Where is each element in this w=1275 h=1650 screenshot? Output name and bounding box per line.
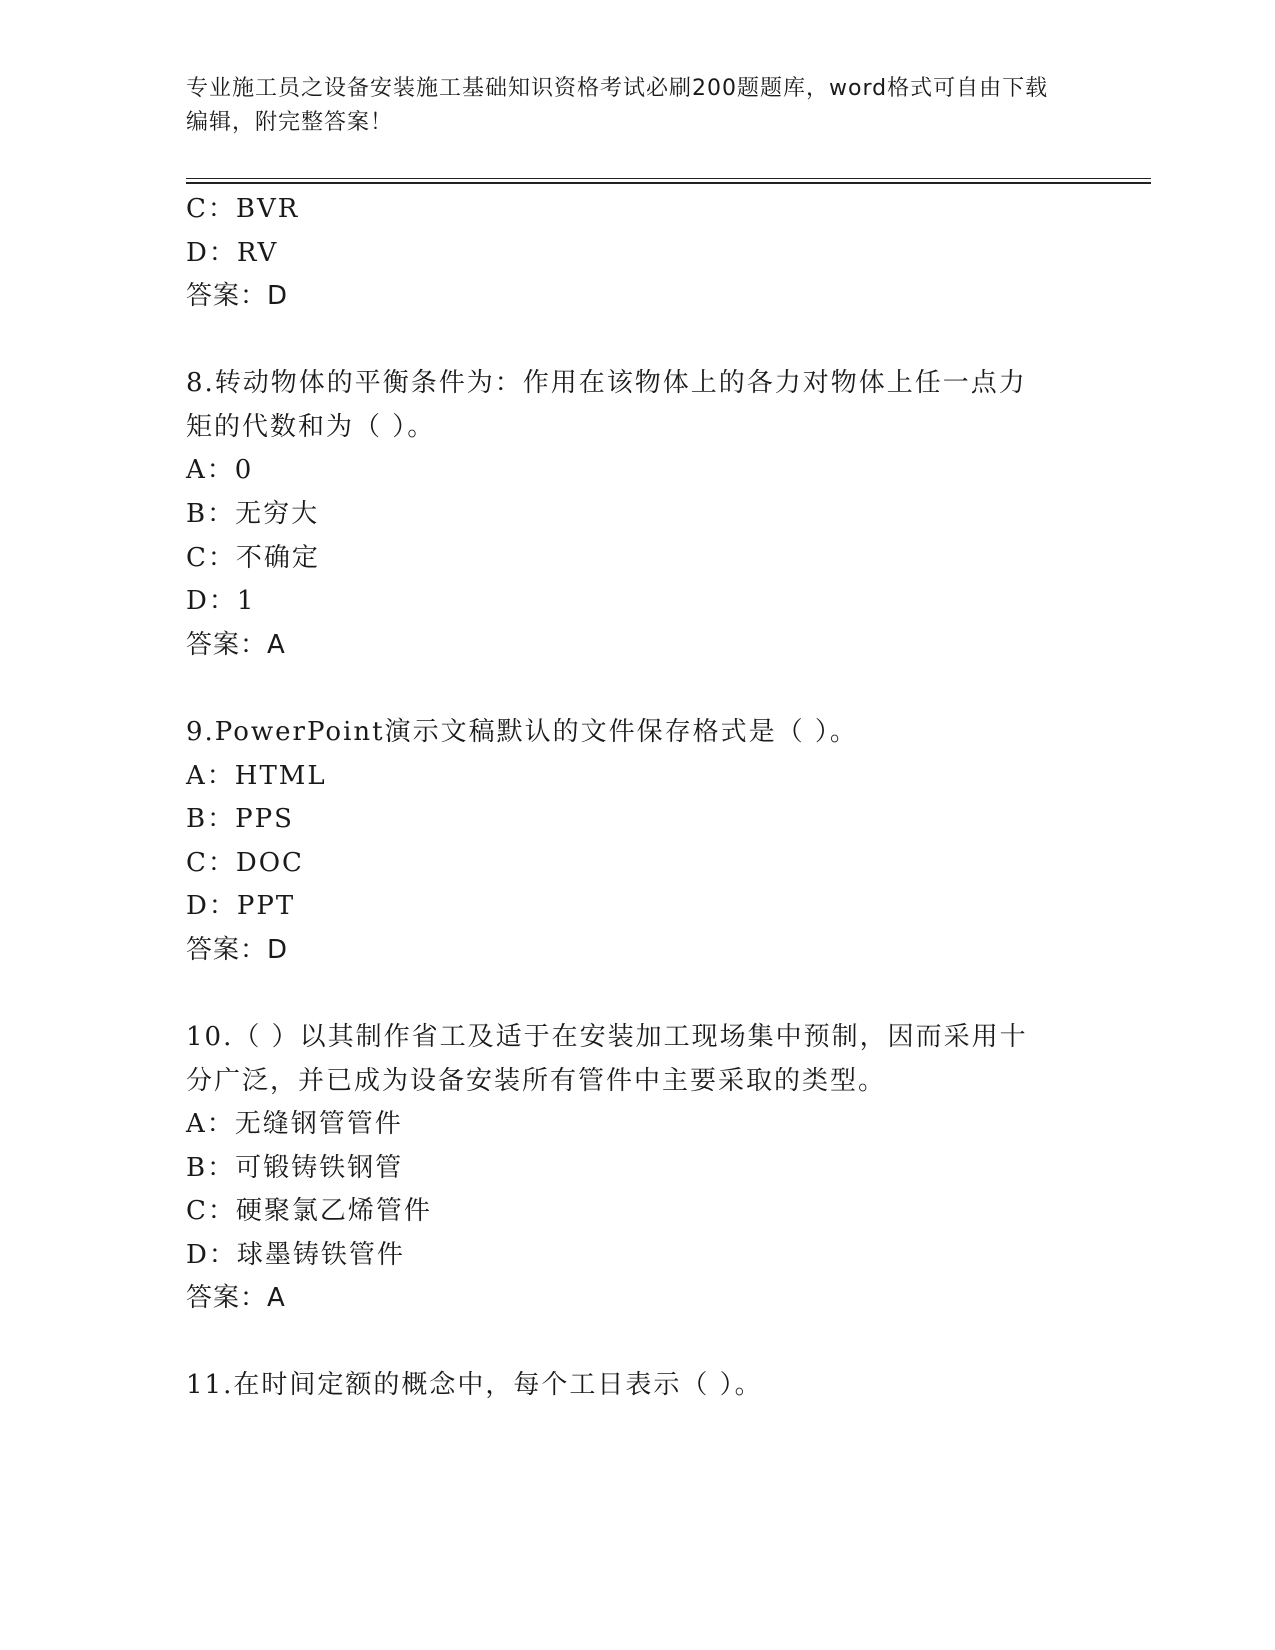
q8-option-c: C：不确定 <box>186 543 320 573</box>
prev-answer: 答案：D <box>186 281 289 311</box>
q8-text-line2: 矩的代数和为（ ）。 <box>186 412 436 442</box>
q9-option-c: C：DOC <box>186 848 304 878</box>
q8-option-d: D：1 <box>186 586 256 616</box>
q10-option-d: D：球墨铸铁管件 <box>186 1240 405 1270</box>
q10-option-b: B：可锻铸铁钢管 <box>186 1153 404 1183</box>
q10-answer: 答案：A <box>186 1283 286 1313</box>
header-divider-thin <box>186 178 1151 179</box>
q8-option-b: B：无穷大 <box>186 499 320 529</box>
q9-answer: 答案：D <box>186 935 289 965</box>
prev-option-c: C：BVR <box>186 194 300 224</box>
q10-text-line1: 10.（ ）以其制作省工及适于在安装加工现场集中预制，因而采用十 <box>186 1022 1028 1052</box>
page-header-title: 专业施工员之设备安装施工基础知识资格考试必刷200题题库，word格式可自由下载编辑，附完整答案！ <box>186 76 1049 135</box>
q11-text-line1: 11.在时间定额的概念中，每个工日表示（ ）。 <box>186 1370 763 1400</box>
q9-option-d: D：PPT <box>186 891 296 921</box>
q8-option-a: A：0 <box>186 455 254 485</box>
q8-text-line1: 8.转动物体的平衡条件为：作用在该物体上的各力对物体上任一点力 <box>186 368 1027 398</box>
q9-option-b: B：PPS <box>186 804 294 834</box>
prev-option-d: D：RV <box>186 238 279 268</box>
q10-text-line2: 分广泛，并已成为设备安装所有管件中主要采取的类型。 <box>186 1066 887 1096</box>
q10-option-c: C：硬聚氯乙烯管件 <box>186 1196 432 1226</box>
q9-text-line1: 9.PowerPoint演示文稿默认的文件保存格式是（ ）。 <box>186 717 858 747</box>
q8-answer: 答案：A <box>186 630 286 660</box>
header-divider-thick <box>186 182 1151 184</box>
q9-option-a: A：HTML <box>186 761 327 791</box>
q10-option-a: A：无缝钢管管件 <box>186 1109 403 1139</box>
